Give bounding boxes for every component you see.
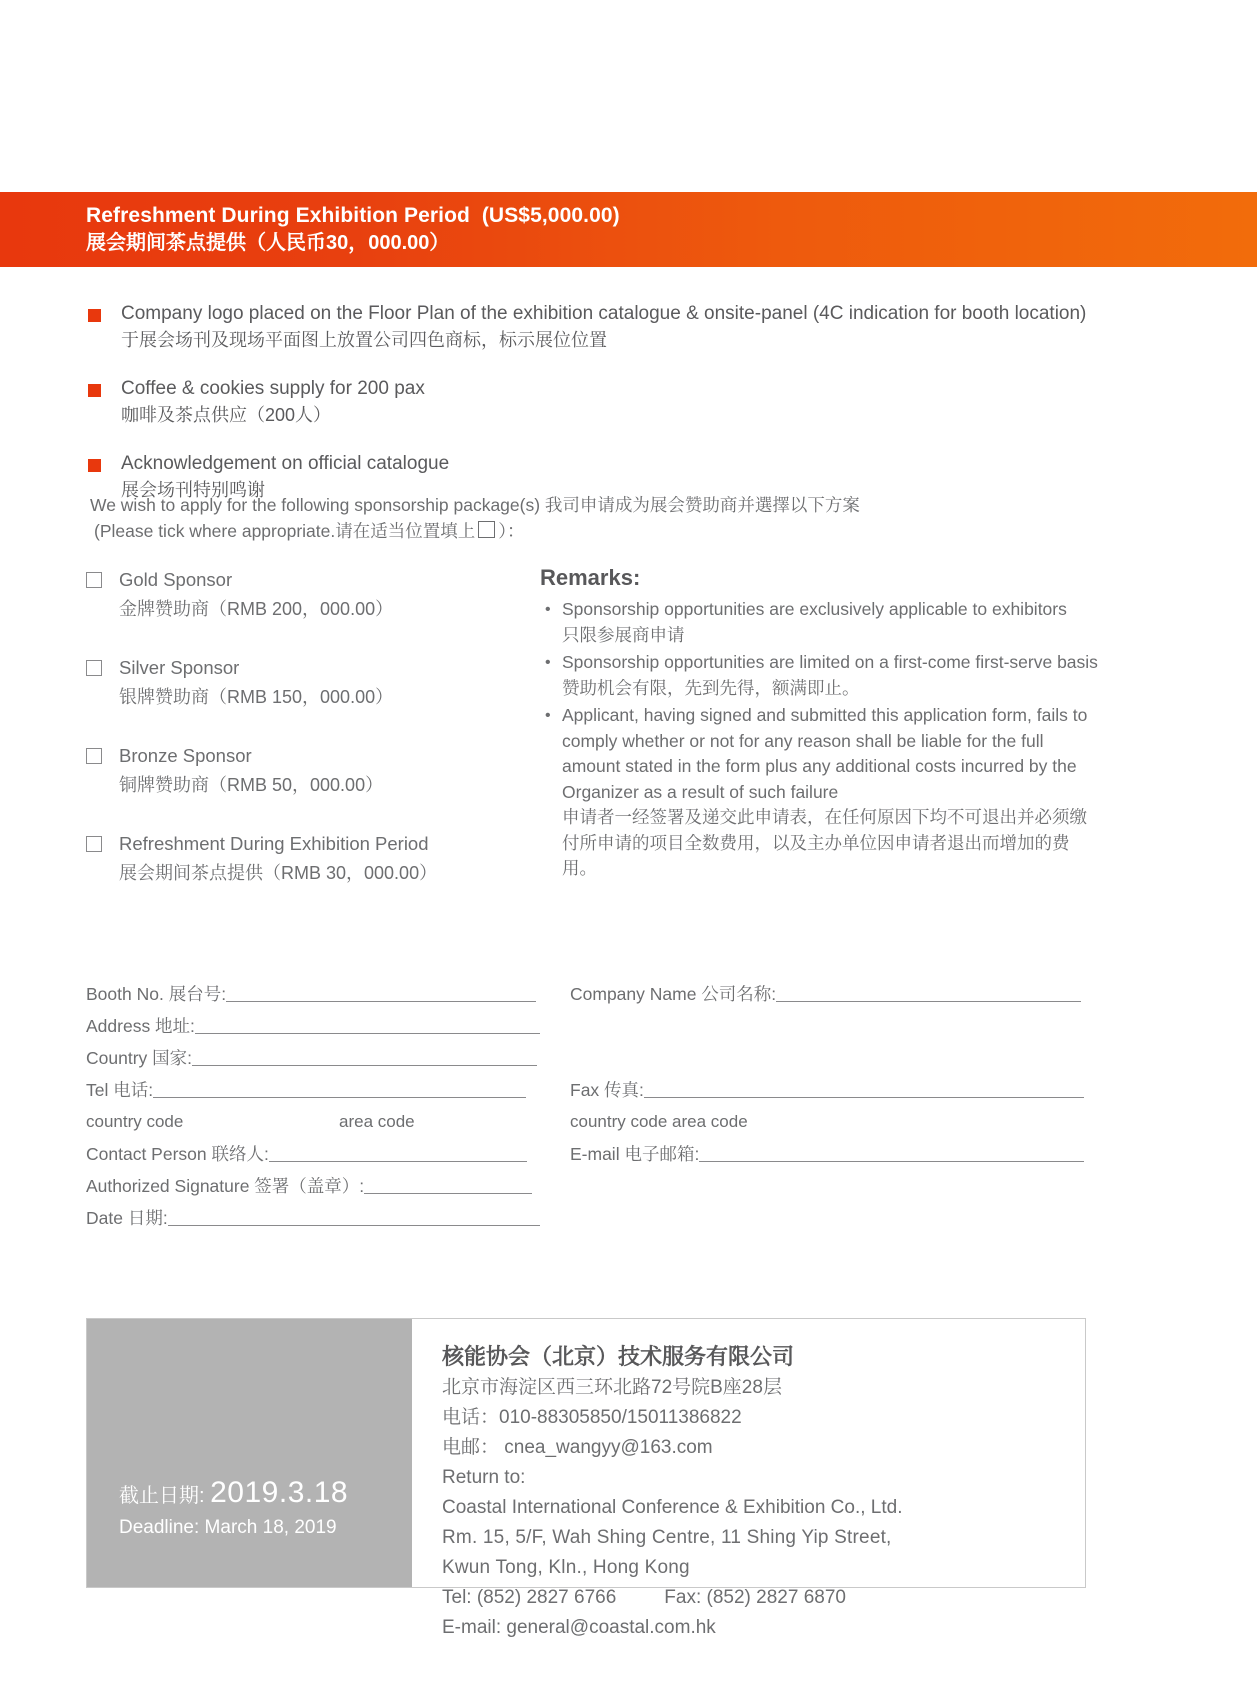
- field-date[interactable]: [86, 1202, 556, 1234]
- remarks-heading: Remarks:: [540, 565, 641, 590]
- checkbox-refreshment[interactable]: [86, 836, 102, 852]
- field-contact-person[interactable]: [86, 1138, 556, 1170]
- field-label-country: Country 国家:: [86, 1048, 192, 1068]
- form-left-column: [86, 978, 556, 1234]
- field-input-company-name[interactable]: [776, 984, 1081, 1002]
- field-input-authorized-signature[interactable]: [364, 1176, 532, 1194]
- apply-line-2-before: (Please tick where appropriate.请在适当位置填上: [94, 521, 476, 541]
- checkbox-silver-sponsor[interactable]: [86, 660, 102, 676]
- deadline-en: Deadline: March 18, 2019: [119, 1517, 337, 1538]
- remark-item: [562, 597, 1100, 648]
- option-label-en: Bronze Sponsor: [119, 745, 252, 766]
- field-address[interactable]: [86, 1010, 556, 1042]
- fax-hint-row: [570, 1106, 1110, 1138]
- apply-line-2: [90, 518, 1090, 544]
- deadline-cn-date: 2019.3.18: [210, 1476, 349, 1509]
- example-tick-checkbox[interactable]: [478, 521, 495, 538]
- section-header-banner: [0, 192, 1257, 267]
- field-input-country[interactable]: [192, 1048, 537, 1066]
- field-label-tel: Tel 电话:: [86, 1080, 154, 1100]
- field-label-date: Date 日期:: [86, 1208, 168, 1228]
- field-label-contact-person: Contact Person 联络人:: [86, 1144, 269, 1164]
- return-fax: Fax: (852) 2827 6870: [664, 1587, 846, 1608]
- checkbox-gold-sponsor[interactable]: [86, 572, 102, 588]
- return-address-line-2: Kwun Tong, Kln., Hong Kong: [442, 1557, 690, 1578]
- feature-text-cn: 于展会场刊及现场平面图上放置公司四色商标，标示展位位置: [121, 330, 607, 350]
- field-email[interactable]: [570, 1138, 1110, 1170]
- remarks-list: [540, 597, 1100, 882]
- return-address-line-1: Rm. 15, 5/F, Wah Shing Centre, 11 Shing Yip Street,: [442, 1527, 892, 1548]
- option-label-en: Silver Sponsor: [119, 657, 240, 678]
- banner-title-en: Refreshment During Exhibition Period (US$5,000.00): [86, 204, 620, 227]
- remark-text-cn: 只限参展商申请: [562, 624, 685, 645]
- feature-text-cn: 展会场刊特别鸣谢: [121, 480, 265, 500]
- square-bullet-icon: [88, 384, 101, 397]
- tel-hint-area-code: area code: [339, 1112, 415, 1131]
- remark-item: [562, 650, 1100, 701]
- return-company-name: Coastal International Conference & Exhibition Co., Ltd.: [442, 1497, 903, 1518]
- return-email: E-mail: general@coastal.com.hk: [442, 1617, 716, 1638]
- field-booth-no[interactable]: [86, 978, 556, 1010]
- field-input-date[interactable]: [168, 1208, 540, 1226]
- square-bullet-icon: [88, 459, 101, 472]
- option-label-en: Refreshment During Exhibition Period: [119, 833, 429, 854]
- field-label-email: E-mail 电子邮箱:: [570, 1144, 700, 1164]
- option-label-cn: 银牌赞助商（RMB 150，000.00）: [119, 687, 394, 707]
- field-label-fax: Fax 传真:: [570, 1080, 644, 1100]
- field-input-email[interactable]: [699, 1144, 1084, 1162]
- contact-email-cn: 电邮： cnea_wangyy@163.com: [442, 1437, 713, 1458]
- feature-item: [88, 375, 1168, 429]
- deadline-cn-label: 截止日期:: [119, 1485, 205, 1507]
- field-label-authorized-signature: Authorized Signature 签署（盖章）:: [86, 1176, 365, 1196]
- field-input-fax[interactable]: [644, 1080, 1084, 1098]
- apply-instruction: [90, 492, 1090, 544]
- remark-text-cn: 赞助机会有限，先到先得，额满即止。: [562, 677, 860, 698]
- contact-address-cn: 北京市海淀区西三环北路72号院B座28层: [442, 1377, 782, 1398]
- remark-text-en: Sponsorship opportunities are exclusively applicable to exhibitors: [562, 599, 1067, 619]
- remark-item: [562, 703, 1100, 882]
- option-label-cn: 展会期间茶点提供（RMB 30，000.00）: [119, 863, 438, 883]
- option-label-cn: 金牌赞助商（RMB 200，000.00）: [119, 599, 394, 619]
- apply-line-1: We wish to apply for the following sponsorship package(s) 我司申请成为展会赞助商并選擇以下方案: [90, 495, 860, 515]
- remark-text-en: Sponsorship opportunities are limited on a first-come first-serve basis: [562, 652, 1098, 672]
- contact-company-cn: 核能协会（北京）技术服务有限公司: [442, 1344, 795, 1369]
- field-label-booth-no: Booth No. 展台号:: [86, 984, 227, 1004]
- field-authorized-signature[interactable]: [86, 1170, 556, 1202]
- return-to-label: Return to:: [442, 1467, 526, 1488]
- field-company-name[interactable]: [570, 978, 1110, 1010]
- remarks-section: [540, 565, 1100, 884]
- field-label-address: Address 地址:: [86, 1016, 195, 1036]
- deadline-cn-row: [119, 1476, 348, 1513]
- footer-contact-box: [86, 1318, 1086, 1638]
- sponsor-option-silver[interactable]: [86, 653, 526, 713]
- field-input-booth-no[interactable]: [226, 984, 536, 1002]
- spacer-row: [570, 1010, 1110, 1042]
- checkbox-bronze-sponsor[interactable]: [86, 748, 102, 764]
- contact-phone-cn: 电话：010-88305850/15011386822: [442, 1407, 742, 1428]
- field-input-tel[interactable]: [153, 1080, 526, 1098]
- deadline-text-group: [119, 1476, 348, 1543]
- form-right-column: [570, 978, 1110, 1170]
- field-label-company-name: Company Name 公司名称:: [570, 984, 777, 1004]
- remark-text-en: Applicant, having signed and submitted this application form, fails to comply whether or not for any reason shall be liable for the full amount stated in the form plus any additional costs incurred by the Organizer as a result of such failure: [562, 705, 1088, 802]
- field-input-contact-person[interactable]: [269, 1144, 527, 1162]
- option-label-en: Gold Sponsor: [119, 569, 233, 590]
- square-bullet-icon: [88, 309, 101, 322]
- tel-hint-row: [86, 1106, 556, 1138]
- option-label-cn: 铜牌赞助商（RMB 50，000.00）: [119, 775, 384, 795]
- feature-text-en: Company logo placed on the Floor Plan of the exhibition catalogue & onsite-panel (4C indication for booth location): [121, 303, 1087, 324]
- fax-hint-country-area-code: country code area code: [570, 1112, 748, 1131]
- sponsor-option-list: [86, 565, 526, 917]
- spacer-row: [570, 1042, 1110, 1074]
- remark-text-cn: 申请者一经签署及递交此申请表，在任何原因下均不可退出并必须缴付所申请的项目全数费用，以及主办单位因申请者退出而增加的费用。: [562, 807, 1087, 878]
- tel-hint-country-code: country code: [86, 1112, 184, 1131]
- field-tel[interactable]: [86, 1074, 556, 1106]
- return-tel-fax-row: [442, 1583, 1085, 1613]
- field-country[interactable]: [86, 1042, 556, 1074]
- banner-text-group: [86, 202, 620, 257]
- banner-title-cn: 展会期间茶点提供（人民币30，000.00）: [86, 232, 450, 254]
- feature-text-en: Acknowledgement on official catalogue: [121, 453, 450, 474]
- feature-item: [88, 300, 1168, 354]
- feature-text-en: Coffee & cookies supply for 200 pax: [121, 378, 425, 399]
- field-input-address[interactable]: [195, 1016, 540, 1034]
- sponsor-option-gold[interactable]: [86, 565, 526, 625]
- sponsor-option-bronze[interactable]: [86, 741, 526, 801]
- field-fax[interactable]: [570, 1074, 1110, 1106]
- apply-line-2-after: ）：: [498, 521, 525, 541]
- sponsor-option-refreshment[interactable]: [86, 829, 526, 889]
- return-tel: Tel: (852) 2827 6766: [442, 1587, 617, 1608]
- feature-text-cn: 咖啡及茶点供应（200人）: [121, 405, 332, 425]
- contact-panel: [412, 1319, 1085, 1638]
- deadline-panel: [87, 1319, 412, 1587]
